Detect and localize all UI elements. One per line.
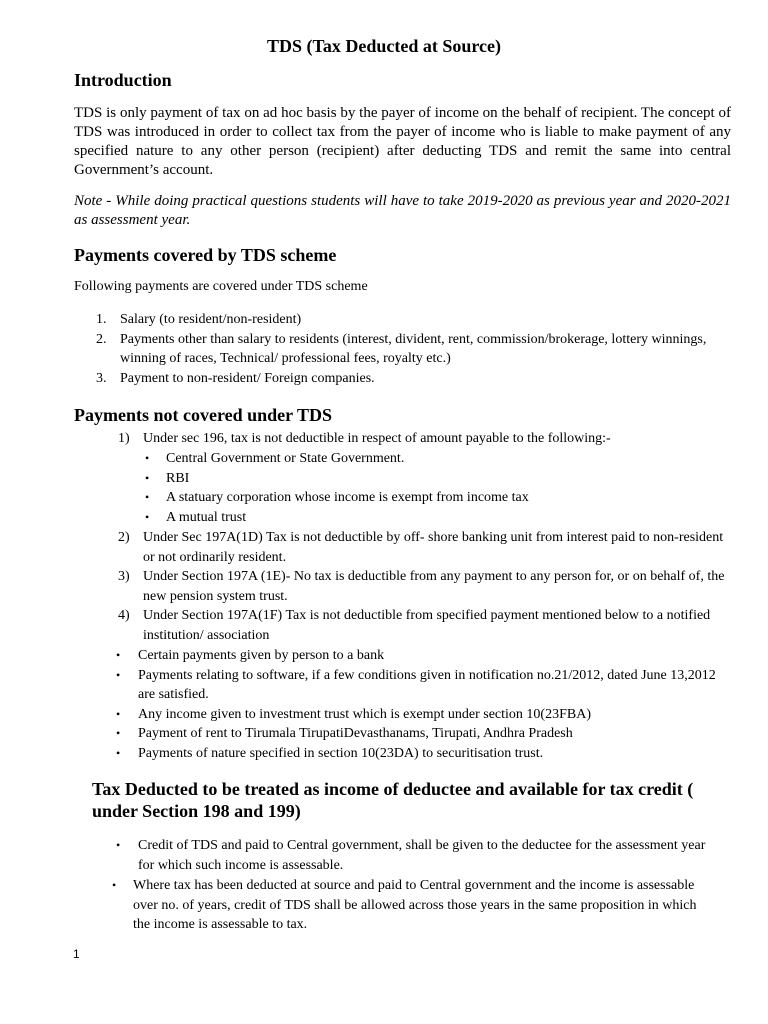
list-item: • Payments relating to software, if a few conditions given in notification no.21/2012, dated June 13,2012 are satisfied. (116, 667, 716, 702)
list-item: 2) Under Sec 197A(1D) Tax is not deductible by off- shore banking unit from interest paid to non-resident or not ordinarily resident. (118, 530, 724, 565)
bullet-icon: • (116, 667, 121, 682)
bullet-icon: • (145, 470, 150, 485)
list-item: 3. Payment to non-resident/ Foreign companies. (96, 370, 375, 386)
page-title: TDS (Tax Deducted at Source) (266, 36, 501, 56)
list-item: • Central Government or State Government. (145, 449, 735, 469)
sec196-bullets (145, 449, 735, 527)
tax-credit-heading: Tax Deducted to be treated as income of deductee and available for tax credit ( under Section 198 and 199) (92, 779, 694, 821)
list-item: 1) Under sec 196, tax is not deductible in respect of amount payable to the following:- (118, 431, 611, 446)
list-item: 2. Payments other than salary to residents (interest, divident, rent, commission/brokerage, lottery winnings, winning of races, Technical/ professional fees, royalty etc.) (96, 331, 707, 366)
tax-credit-bullets-2 (112, 876, 712, 935)
not-covered-heading: Payments not covered under TDS (74, 405, 333, 425)
sections-list (118, 528, 728, 645)
bullet-icon: • (145, 509, 150, 524)
covered-list (96, 310, 736, 388)
list-item: • Where tax has been deducted at source and paid to Central government and the income is assessable over no. of years, credit of TDS shall be allowed across those years in the same proposition in which the income is assessable to tax. (112, 878, 697, 932)
list-item: • Payments of nature specified in section 10(23DA) to securitisation trust. (116, 744, 736, 764)
list-item: 4) Under Section 197A(1F) Tax is not deductible from specified payment mentioned below to a notified institution/ association (118, 608, 711, 643)
covered-heading: Payments covered by TDS scheme (74, 245, 337, 265)
sec197-bullets (116, 646, 736, 763)
sec196-list (118, 429, 736, 449)
bullet-icon: • (116, 706, 121, 721)
bullet-icon: • (112, 878, 117, 892)
list-item: • A statuary corporation whose income is exempt from income tax (145, 488, 735, 508)
list-item: • Certain payments given by person to a bank (116, 646, 736, 666)
bullet-icon: • (116, 726, 121, 740)
page-number: 1 (73, 947, 80, 961)
bullet-icon: • (116, 838, 121, 852)
list-item: 3) Under Section 197A (1E)- No tax is deductible from any payment to any person for, or on behalf of, the new pension system trust. (118, 569, 725, 604)
list-item: 1. Salary (to resident/non-resident) (96, 312, 302, 327)
bullet-icon: • (116, 648, 121, 662)
intro-heading: Introduction (74, 70, 172, 90)
list-item: • Any income given to investment trust which is exempt under section 10(23FBA) (116, 705, 736, 725)
bullet-icon: • (145, 451, 150, 465)
intro-note: Note - While doing practical questions students will have to take 2019-2020 as previous year and 2020-2021 as assessment year. (74, 193, 731, 228)
list-item: • A mutual trust (145, 508, 735, 528)
list-item: • Credit of TDS and paid to Central government, shall be given to the deductee for the assessment year for which such income is assessable. (116, 838, 706, 873)
bullet-icon: • (145, 490, 150, 504)
tax-credit-bullets (116, 836, 706, 875)
list-item: • RBI (145, 469, 735, 489)
list-item: • Payment of rent to Tirumala TirupatiDevasthanams, Tirupati, Andhra Pradesh (116, 724, 736, 744)
covered-lead: Following payments are covered under TDS scheme (74, 279, 368, 294)
intro-paragraph: TDS is only payment of tax on ad hoc basis by the payer of income on the behalf of recipient. The concept of TDS was introduced in order to collect tax from the payer of income who is liable to make payment of any specified nature to any other person (recipient) after deducting TDS and remit the same into central Government’s account. (74, 105, 731, 178)
bullet-icon: • (116, 745, 121, 760)
